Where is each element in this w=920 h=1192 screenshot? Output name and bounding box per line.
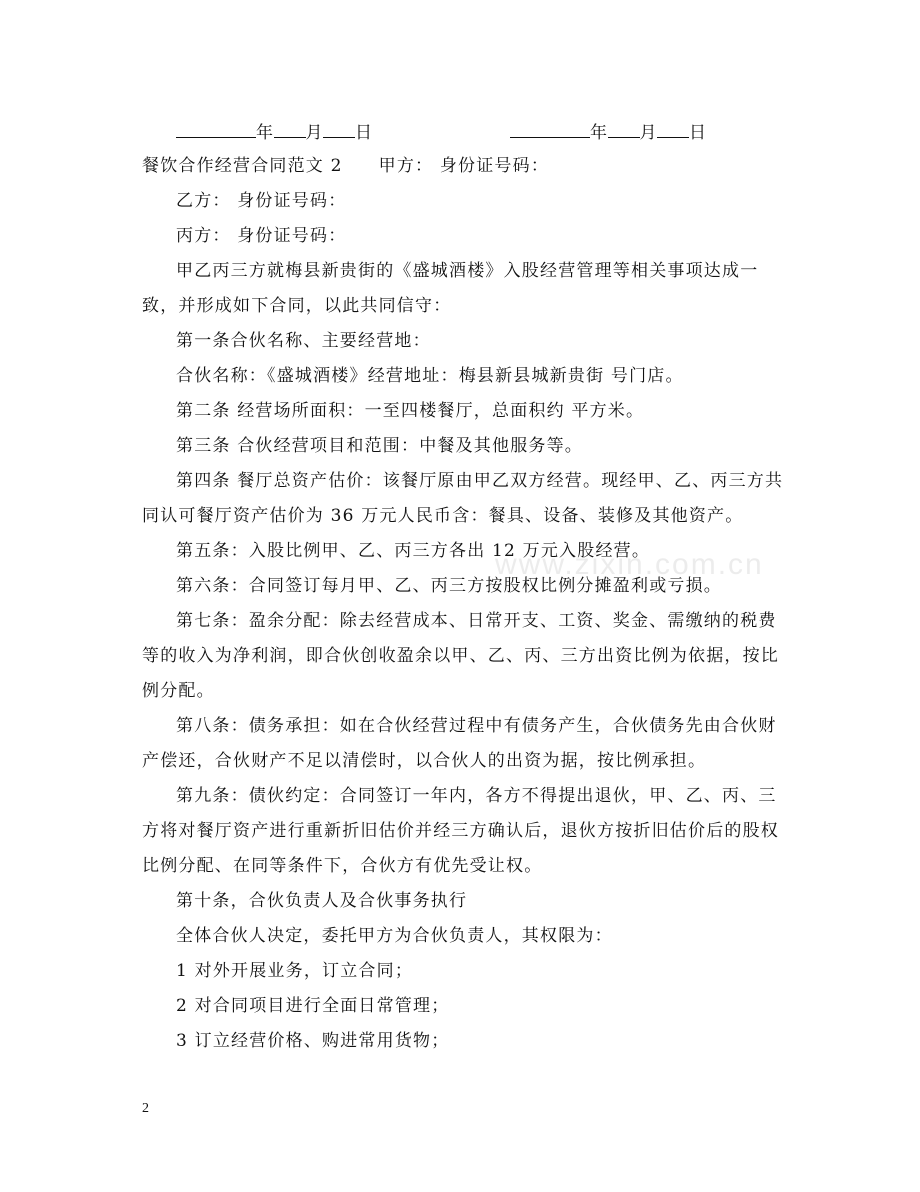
paragraph-line: 乙方： 身份证号码： [176, 191, 347, 211]
paragraph-line: 等的收入为净利润，即合伙创收盈余以甲、乙、丙、三方出资比例为依据，按比 [142, 646, 779, 666]
paragraph-line: 甲乙丙三方就梅县新贵街的《盛城酒楼》入股经营管理等相关事项达成一 [176, 261, 759, 281]
document-heading [142, 155, 787, 177]
month-label: 月 [305, 123, 323, 143]
blank-month [274, 121, 306, 138]
date-line-right [510, 118, 707, 143]
document-title: 餐饮合作经营合同范文 2 [142, 156, 343, 176]
list-item: 3 订立经营价格、购进常用货物； [176, 1031, 450, 1051]
page-number: 2 [142, 1101, 149, 1116]
paragraph-line: 第四条 餐厅总资产估价：该餐厅原由甲乙双方经营。现经甲、乙、丙三方共 [176, 471, 784, 491]
paragraph-line: 同认可餐厅资产估价为 36 万元人民币含：餐具、设备、装修及其他资产。 [142, 506, 744, 526]
party-a-line: 甲方： 身份证号码： [378, 156, 550, 176]
day-label: 日 [689, 123, 707, 143]
paragraph-line: 第一条合伙名称、主要经营地： [176, 331, 431, 351]
paragraph-line: 丙方： 身份证号码： [176, 226, 347, 246]
year-label: 年 [590, 123, 608, 143]
paragraph-line: 第七条：盈余分配：除去经营成本、日常开支、工资、奖金、需缴纳的税费 [176, 611, 777, 631]
paragraph-line: 全体合伙人决定，委托甲方为合伙负责人，其权限为： [176, 926, 613, 946]
year-label: 年 [256, 123, 274, 143]
blank-year [510, 121, 590, 138]
paragraph-line: 第九条：债伙约定：合同签订一年内，各方不得提出退伙，甲、乙、丙、三 [176, 786, 777, 806]
paragraph-line: 方将对餐厅资产进行重新折旧估价并经三方确认后，退伙方按折旧估价后的股权 [142, 821, 779, 841]
paragraph-line: 合伙名称：《盛城酒楼》经营地址：梅县新县城新贵街 号门店。 [176, 366, 684, 386]
blank-year [176, 121, 256, 138]
paragraph-line: 第五条：入股比例甲、乙、丙三方各出 12 万元入股经营。 [176, 541, 651, 561]
blank-day [657, 121, 689, 138]
paragraph-line: 第三条 合伙经营项目和范围：中餐及其他服务等。 [176, 436, 584, 456]
paragraph-line: 比例分配、在同等条件下，合伙方有优先受让权。 [142, 856, 543, 876]
paragraph-line: 产偿还，合伙财产不足以清偿时，以合伙人的出资为据，按比例承担。 [142, 751, 707, 771]
blank-day [323, 121, 355, 138]
paragraph-line: 第六条：合同签订每月甲、乙、丙三方按股权比例分摊盈利或亏损。 [176, 576, 722, 596]
watermark: www.zixin.com.cn [495, 548, 764, 581]
list-item: 1 对外开展业务，订立合同； [176, 961, 414, 981]
blank-month [608, 121, 640, 138]
paragraph-line: 第十条，合伙负责人及合伙事务执行 [176, 891, 468, 911]
paragraph-line: 第八条：债务承担：如在合伙经营过程中有债务产生，合伙债务先由合伙财 [176, 716, 777, 736]
paragraph-line: 第二条 经营场所面积：一至四楼餐厅，总面积约 平方米。 [176, 401, 645, 421]
paragraph-line: 致，并形成如下合同，以此共同信守： [142, 296, 452, 316]
list-item: 2 对合同项目进行全面日常管理； [176, 996, 450, 1016]
month-label: 月 [639, 123, 657, 143]
day-label: 日 [355, 123, 373, 143]
paragraph-line: 例分配。 [142, 681, 215, 701]
date-line-left [176, 118, 373, 143]
